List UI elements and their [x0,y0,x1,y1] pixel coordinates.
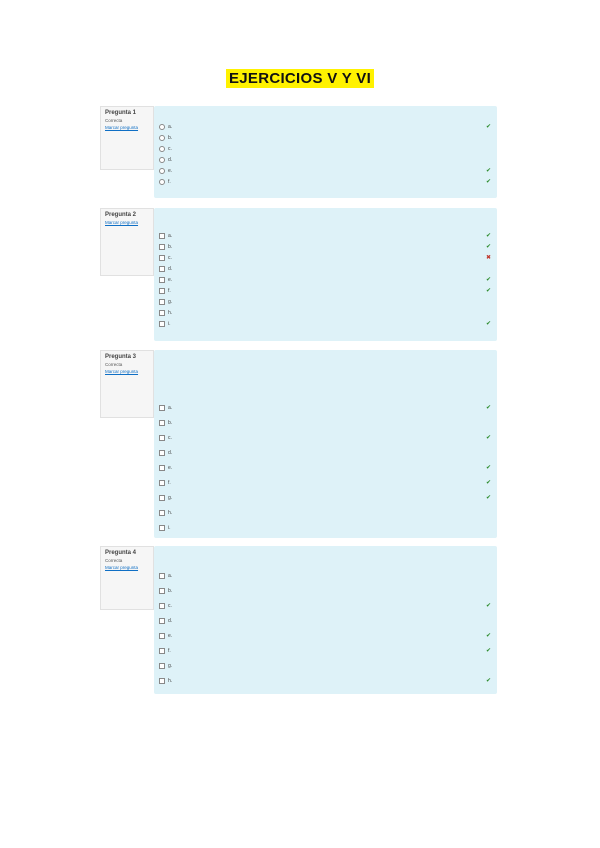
question-info [100,106,154,170]
answer-option[interactable] [159,176,492,187]
option-letter: b. [168,134,173,141]
answer-option[interactable] [159,673,492,688]
option-letter: c. [168,145,172,152]
answer-option[interactable] [159,154,492,165]
question-stem [159,110,492,117]
answer-option[interactable] [159,252,492,263]
flag-question-link[interactable]: Marcar pregunta [105,125,139,130]
option-text [177,481,485,485]
option-checkbox[interactable] [159,244,165,250]
question-stem [159,212,492,226]
option-text [177,649,485,653]
option-text [177,496,485,500]
correct-check-icon: ✔ [485,404,492,411]
question-info [100,350,154,418]
option-letter: i. [168,320,171,327]
option-checkbox[interactable] [159,510,165,516]
option-checkbox[interactable] [159,299,165,305]
option-checkbox[interactable] [159,450,165,456]
option-letter: f. [168,287,171,294]
option-letter: f. [168,647,171,654]
answer-options [159,400,492,535]
option-radio[interactable] [159,124,165,130]
answer-option[interactable] [159,241,492,252]
answer-option[interactable] [159,460,492,475]
answer-option[interactable] [159,613,492,628]
answer-option[interactable] [159,598,492,613]
answer-option[interactable] [159,568,492,583]
question-stem [159,354,492,396]
option-text [177,634,485,638]
option-letter: a. [168,232,173,239]
question-status: Correcta [105,558,123,563]
question-info [100,546,154,610]
option-checkbox[interactable] [159,233,165,239]
correct-check-icon: ✔ [485,632,492,639]
question-content [154,106,497,198]
option-letter: e. [168,632,173,639]
option-text [177,589,485,593]
option-text [177,158,485,162]
option-checkbox[interactable] [159,288,165,294]
option-letter: c. [168,254,172,261]
correct-check-icon: ✔ [485,677,492,684]
option-letter: d. [168,265,173,272]
option-text [177,234,485,238]
option-text [177,289,485,293]
answer-option[interactable] [159,143,492,154]
option-letter: d. [168,617,173,624]
answer-option[interactable] [159,505,492,520]
option-checkbox[interactable] [159,435,165,441]
answer-option[interactable] [159,658,492,673]
option-letter: f. [168,178,171,185]
answer-option[interactable] [159,165,492,176]
option-letter: h. [168,309,173,316]
option-checkbox[interactable] [159,603,165,609]
option-letter: f. [168,479,171,486]
option-letter: d. [168,449,173,456]
correct-check-icon: ✔ [485,276,492,283]
option-text [177,619,485,623]
option-text [177,311,485,315]
incorrect-cross-icon: ✖ [485,254,492,261]
correct-check-icon: ✔ [485,167,492,174]
correct-check-icon: ✔ [485,178,492,185]
answer-option[interactable] [159,400,492,415]
option-text [177,125,485,129]
question-number: Pregunta 3 [105,354,137,360]
option-radio[interactable] [159,168,165,174]
answer-option[interactable] [159,318,492,329]
option-text [177,267,485,271]
answer-option[interactable] [159,520,492,535]
document-title [0,70,600,88]
answer-option[interactable] [159,415,492,430]
option-checkbox[interactable] [159,266,165,272]
option-radio[interactable] [159,135,165,141]
answer-option[interactable] [159,263,492,274]
option-letter: h. [168,677,173,684]
option-letter: a. [168,123,173,130]
option-text [177,278,485,282]
option-letter: a. [168,572,173,579]
answer-option[interactable] [159,296,492,307]
option-text [177,147,485,151]
option-checkbox[interactable] [159,573,165,579]
option-letter: h. [168,509,173,516]
answer-option[interactable] [159,628,492,643]
option-checkbox[interactable] [159,648,165,654]
title-text: EJERCICIOS V Y VI [226,69,374,88]
option-text [177,180,485,184]
option-text [177,169,485,173]
option-checkbox[interactable] [159,420,165,426]
answer-option[interactable] [159,132,492,143]
correct-check-icon: ✔ [485,464,492,471]
question-status: Correcta [105,118,123,123]
question-number: Pregunta 1 [105,110,137,116]
option-letter: e. [168,276,173,283]
option-checkbox[interactable] [159,480,165,486]
option-checkbox[interactable] [159,678,165,684]
correct-check-icon: ✔ [485,494,492,501]
option-checkbox[interactable] [159,405,165,411]
option-checkbox[interactable] [159,277,165,283]
option-checkbox[interactable] [159,525,165,531]
question-content [154,208,497,341]
option-checkbox[interactable] [159,588,165,594]
option-text [177,436,485,440]
question-content [154,546,497,694]
option-text [177,256,485,260]
option-letter: b. [168,419,173,426]
answer-option[interactable] [159,274,492,285]
option-text [177,421,485,425]
answer-option[interactable] [159,430,492,445]
option-letter: i. [168,524,171,531]
question-status: Correcta [105,362,123,367]
flag-question-link[interactable]: Marcar pregunta [105,369,139,374]
option-letter: g. [168,298,173,305]
option-text [177,322,485,326]
question-content [154,350,497,538]
option-checkbox[interactable] [159,465,165,471]
answer-options [159,568,492,688]
option-text [177,574,485,578]
option-checkbox[interactable] [159,321,165,327]
option-letter: a. [168,404,173,411]
option-letter: c. [168,434,172,441]
correct-check-icon: ✔ [485,243,492,250]
option-radio[interactable] [159,146,165,152]
answer-options [159,230,492,329]
flag-question-link[interactable]: Marcar pregunta [105,220,139,225]
option-text [177,511,485,515]
option-checkbox[interactable] [159,618,165,624]
option-text [177,451,485,455]
option-letter: c. [168,602,172,609]
option-text [177,526,485,530]
answer-option[interactable] [159,230,492,241]
answer-option[interactable] [159,307,492,318]
option-radio[interactable] [159,157,165,163]
option-checkbox[interactable] [159,633,165,639]
question-number: Pregunta 4 [105,550,137,556]
option-checkbox[interactable] [159,255,165,261]
correct-check-icon: ✔ [485,647,492,654]
option-checkbox[interactable] [159,310,165,316]
answer-option[interactable] [159,285,492,296]
option-text [177,245,485,249]
answer-option[interactable] [159,583,492,598]
answer-option[interactable] [159,475,492,490]
option-radio[interactable] [159,179,165,185]
option-text [177,136,485,140]
option-letter: e. [168,464,173,471]
answer-option[interactable] [159,490,492,505]
option-letter: b. [168,243,173,250]
correct-check-icon: ✔ [485,479,492,486]
option-text [177,664,485,668]
flag-question-link[interactable]: Marcar pregunta [105,565,139,570]
answer-option[interactable] [159,445,492,460]
option-letter: d. [168,156,173,163]
option-letter: b. [168,587,173,594]
option-text [177,300,485,304]
correct-check-icon: ✔ [485,602,492,609]
option-letter: e. [168,167,173,174]
answer-option[interactable] [159,121,492,132]
answer-option[interactable] [159,643,492,658]
option-text [177,466,485,470]
correct-check-icon: ✔ [485,123,492,130]
option-text [177,679,485,683]
answer-options [159,121,492,187]
option-letter: g. [168,662,173,669]
question-info [100,208,154,276]
option-checkbox[interactable] [159,495,165,501]
option-text [177,406,485,410]
option-text [177,604,485,608]
question-number: Pregunta 2 [105,212,137,218]
correct-check-icon: ✔ [485,434,492,441]
correct-check-icon: ✔ [485,232,492,239]
correct-check-icon: ✔ [485,287,492,294]
correct-check-icon: ✔ [485,320,492,327]
question-stem [159,550,492,564]
option-letter: g. [168,494,173,501]
option-checkbox[interactable] [159,663,165,669]
